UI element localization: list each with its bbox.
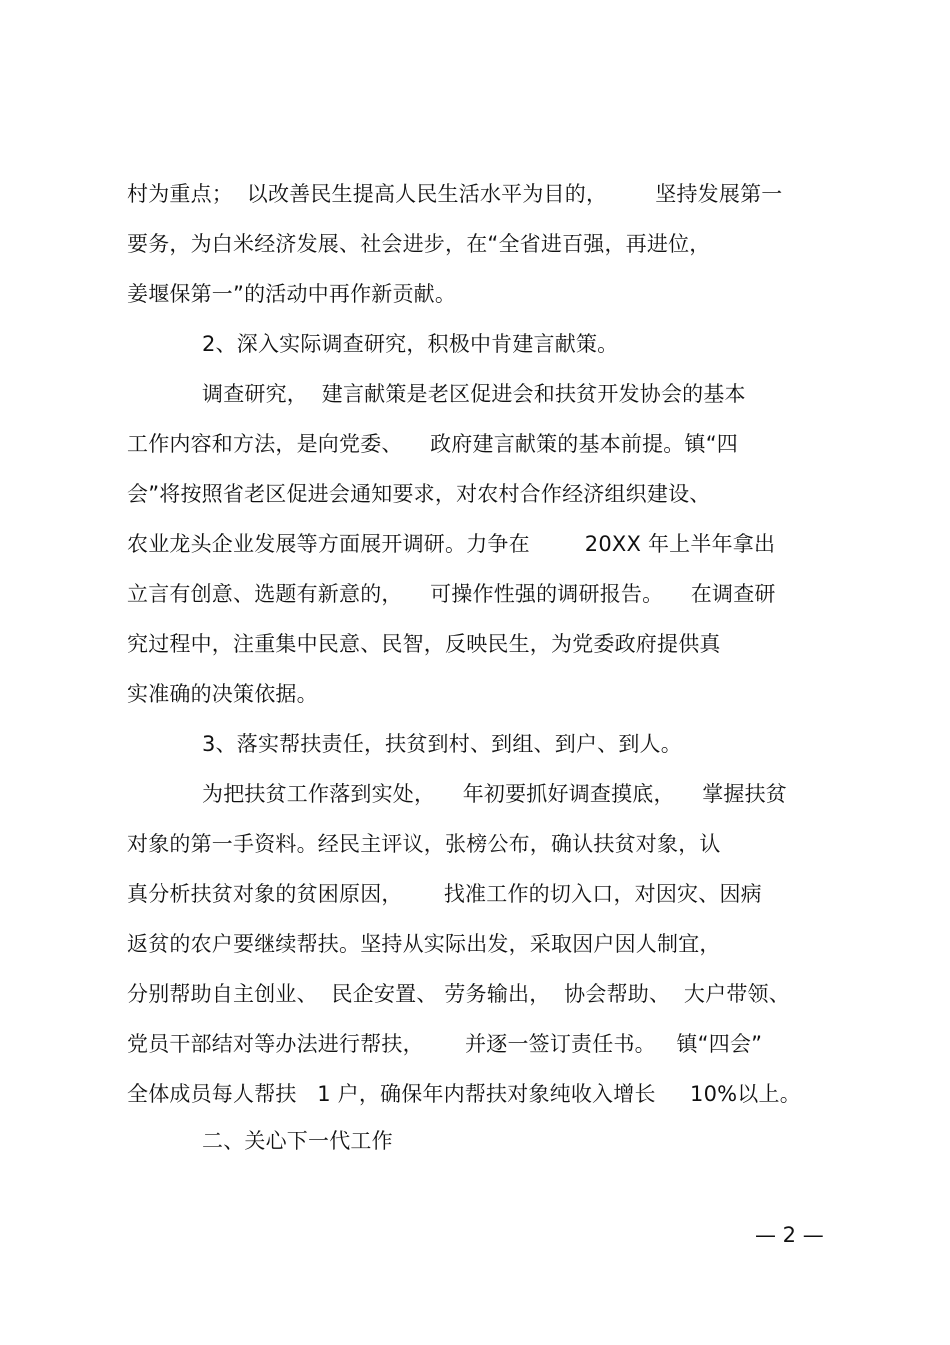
text-line-13: 为把扶贫工作落到实处， 年初要抓好调查摸底， 掌握扶贫 xyxy=(202,782,787,806)
text-line-14: 对象的第一手资料。经民主评议，张榜公布，确认扶贫对象，认 xyxy=(127,832,721,856)
text-line-17: 分别帮助自主创业、 民企安置、 劳务输出， 协会帮助、 大户带领、 xyxy=(127,982,790,1006)
text-line-11: 实准确的决策依据。 xyxy=(127,682,318,706)
section-heading-3: 3、落实帮扶责任，扶贫到村、到组、到户、到人。 xyxy=(202,732,682,756)
section-heading-ii: 二、关心下一代工作 xyxy=(202,1129,393,1153)
text-line-9: 立言有创意、选题有新意的， 可操作性强的调研报告。 在调查研 xyxy=(127,582,776,606)
text-line-18: 党员干部结对等办法进行帮扶， 并逐一签订责任书。 镇“四会” xyxy=(127,1032,763,1056)
text-line-16: 返贫的农户要继续帮扶。坚持从实际出发，采取因户因人制宜， xyxy=(127,932,721,956)
section-heading-2: 2、深入实际调查研究，积极中肯建言献策。 xyxy=(202,332,619,356)
page-number: — 2 — xyxy=(755,1223,824,1247)
text-line-5: 调查研究， 建言献策是老区促进会和扶贫开发协会的基本 xyxy=(202,382,746,406)
text-line-6: 工作内容和方法，是向党委、 政府建言献策的基本前提。镇“四 xyxy=(127,432,738,456)
text-line-7: 会”将按照省老区促进会通知要求，对农村合作经济组织建设、 xyxy=(127,482,711,506)
text-line-2: 要务，为白米经济发展、社会进步，在“全省进百强，再进位， xyxy=(127,232,711,256)
text-line-8: 农业龙头企业发展等方面展开调研。力争在 20XX 年上半年拿出 xyxy=(127,532,776,556)
text-line-1: 村为重点； 以改善民生提高人民生活水平为目的， 坚持发展第一 xyxy=(127,182,783,206)
text-line-10: 究过程中，注重集中民意、民智，反映民生，为党委政府提供真 xyxy=(127,632,721,656)
text-line-15: 真分析扶贫对象的贫困原因， 找准工作的切入口，对因灾、因病 xyxy=(127,882,762,906)
text-line-3: 姜堰保第一”的活动中再作新贡献。 xyxy=(127,282,457,306)
text-line-19: 全体成员每人帮扶 1 户，确保年内帮扶对象纯收入增长 10%以上。 xyxy=(127,1082,801,1106)
